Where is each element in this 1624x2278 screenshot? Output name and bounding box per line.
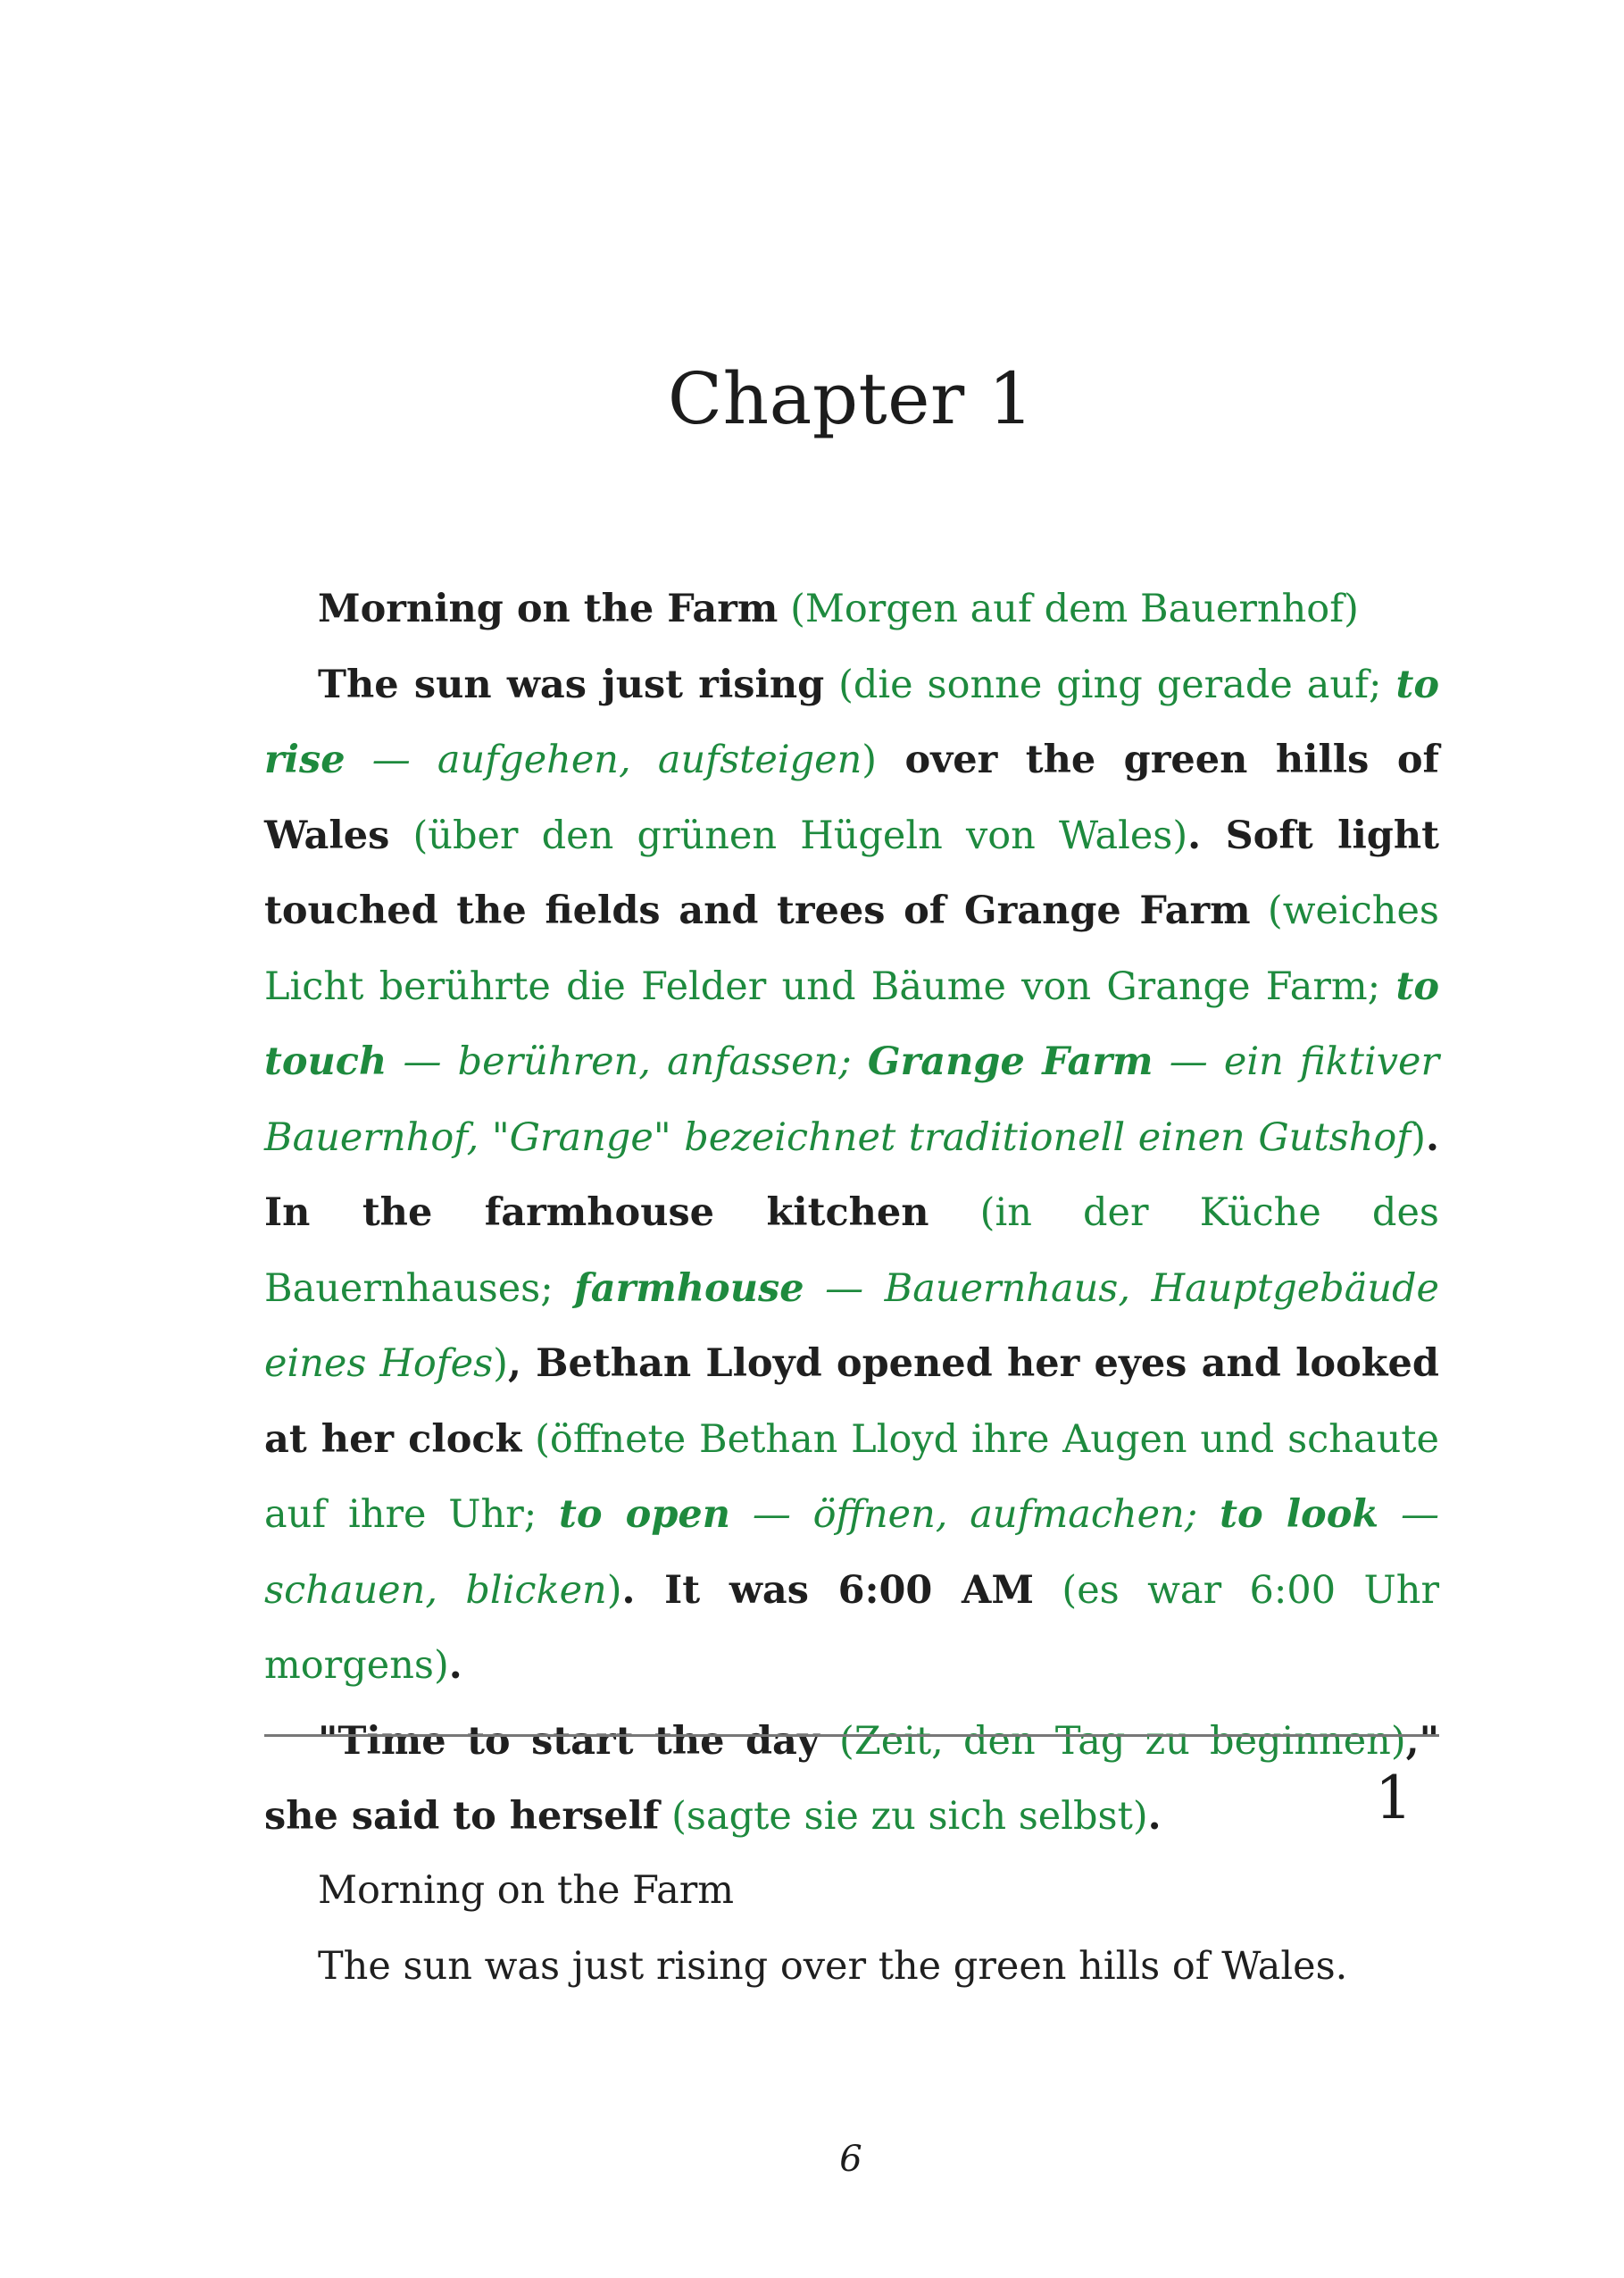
german-translation: (in der Küche des Bauernhauses; [264,1190,1439,1311]
english-text: over the green hills of Wales [264,738,1440,858]
english-text: , Bethan Lloyd opened her eyes and looked at her clock [264,1341,1439,1462]
german-translation: (Zeit, den Tag zu beginnen) [839,1718,1406,1764]
german-translation: (über den grünen Hügeln von Wales) [412,813,1188,858]
paragraph-main [264,647,1439,1704]
chapter-title: Chapter 1 [667,357,1035,440]
section-number: 1 [1375,1764,1412,1832]
english-text: . [448,1643,462,1688]
bilingual-text [264,572,1439,1855]
original-text [264,1853,1439,2005]
vocab-term: to open [559,1492,731,1537]
german-translation: (Morgen auf dem Bauernhof) [790,587,1359,631]
english-text: . Soft light touched the fields and trees of Grange Farm [264,813,1439,933]
german-translation: (weiches Licht berührte die Felder und Bäume von Grange Farm; [264,889,1439,1009]
vocab-term: to rise [264,662,1439,782]
paragraph-heading [264,572,1439,647]
section-first-line: The sun was just rising over the green hills of Wales. [318,1944,1348,1989]
german-translation: ) [862,738,878,782]
english-text: . In the farmhouse kitchen [264,1114,1439,1235]
vocab-definition: — öffnen, aufmachen; [730,1492,1220,1537]
german-translation: (sagte sie zu sich selbst) [671,1794,1148,1839]
vocab-definition: — aufgehen, aufsteigen [345,738,862,782]
vocab-term: farmhouse [574,1265,804,1311]
german-translation: (es war 6:00 Uhr morgens) [264,1567,1440,1688]
german-translation: (öffnete Bethan Lloyd ihre Augen und schaute auf ihre Uhr; [264,1416,1439,1537]
german-translation: ) [606,1567,622,1613]
vocab-term: to look [1220,1492,1379,1537]
english-text: "Time to start the day [318,1718,820,1764]
vocab-term: Grange Farm [867,1039,1153,1084]
vocab-definition: — Bauernhaus, Hauptgebäude eines Hofes [264,1265,1440,1386]
page-number: 6 [839,2139,862,2180]
vocab-term: to touch [264,964,1439,1084]
section-title: Morning on the Farm [318,1868,735,1913]
english-text: Morning on the Farm [318,587,779,631]
section-divider [264,1734,1439,1737]
english-text: . [1147,1794,1162,1839]
english-text: The sun was just rising [318,662,825,707]
vocab-definition: — ein fiktiver Bauernhof, "Grange" bezeichnet traditionell einen Gutshof [264,1039,1440,1160]
english-text: . It was 6:00 AM [621,1567,1034,1613]
english-text: ," she said to herself [264,1718,1439,1839]
german-translation: ) [493,1341,508,1386]
vocab-definition: — schauen, blicken [264,1492,1440,1613]
vocab-definition: — berühren, anfassen; [387,1039,868,1084]
german-translation: (die sonne ging gerade auf; [838,662,1396,707]
german-translation: ) [1411,1114,1427,1160]
